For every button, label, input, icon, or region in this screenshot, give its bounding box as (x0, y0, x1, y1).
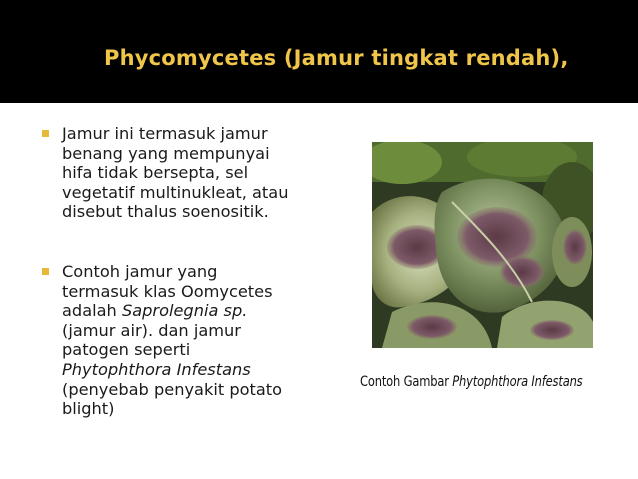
bullet-1-line: disebut thalus soenositik. (62, 202, 269, 222)
bullet-1-line: vegetatif multinukleat, atau (62, 182, 289, 202)
bullet-2-line: termasuk klas Oomycetes (62, 281, 273, 301)
bullet-1-line: benang yang mempunyai (62, 143, 270, 163)
bullet-2-line: blight) (62, 399, 115, 419)
bullet-2-text: adalah (62, 301, 122, 321)
bullet-1-line: Jamur ini termasuk jamur (62, 124, 268, 143)
title-bar (0, 0, 638, 103)
species-name: Saprolegnia sp. (121, 301, 248, 321)
bullet-text-1 (62, 124, 288, 222)
slide-title: Phycomycetes (Jamur tingkat rendah), (104, 46, 569, 70)
potato-blight-photo (372, 142, 593, 348)
figure-caption (360, 374, 583, 390)
bullet-2-line (62, 301, 282, 321)
bullet-2-line: (jamur air). dan jamur (62, 320, 241, 340)
caption-species: Phytophthora Infestans (452, 374, 583, 390)
bullet-text-2 (62, 262, 282, 419)
species-name: Phytophthora Infestans (62, 359, 251, 379)
bullet-2-line: Contoh jamur yang (62, 262, 218, 281)
bullet-marker-icon (42, 130, 49, 137)
bullet-1-line: hifa tidak bersepta, sel (62, 163, 249, 183)
caption-text: Contoh Gambar (360, 374, 453, 390)
bullet-marker-icon (42, 268, 49, 275)
bullet-2-line: patogen seperti (62, 340, 191, 360)
bullet-2-line: (penyebab penyakit potato (62, 379, 283, 399)
bullet-2-line (62, 360, 282, 380)
leaves-illustration-icon (372, 142, 593, 348)
